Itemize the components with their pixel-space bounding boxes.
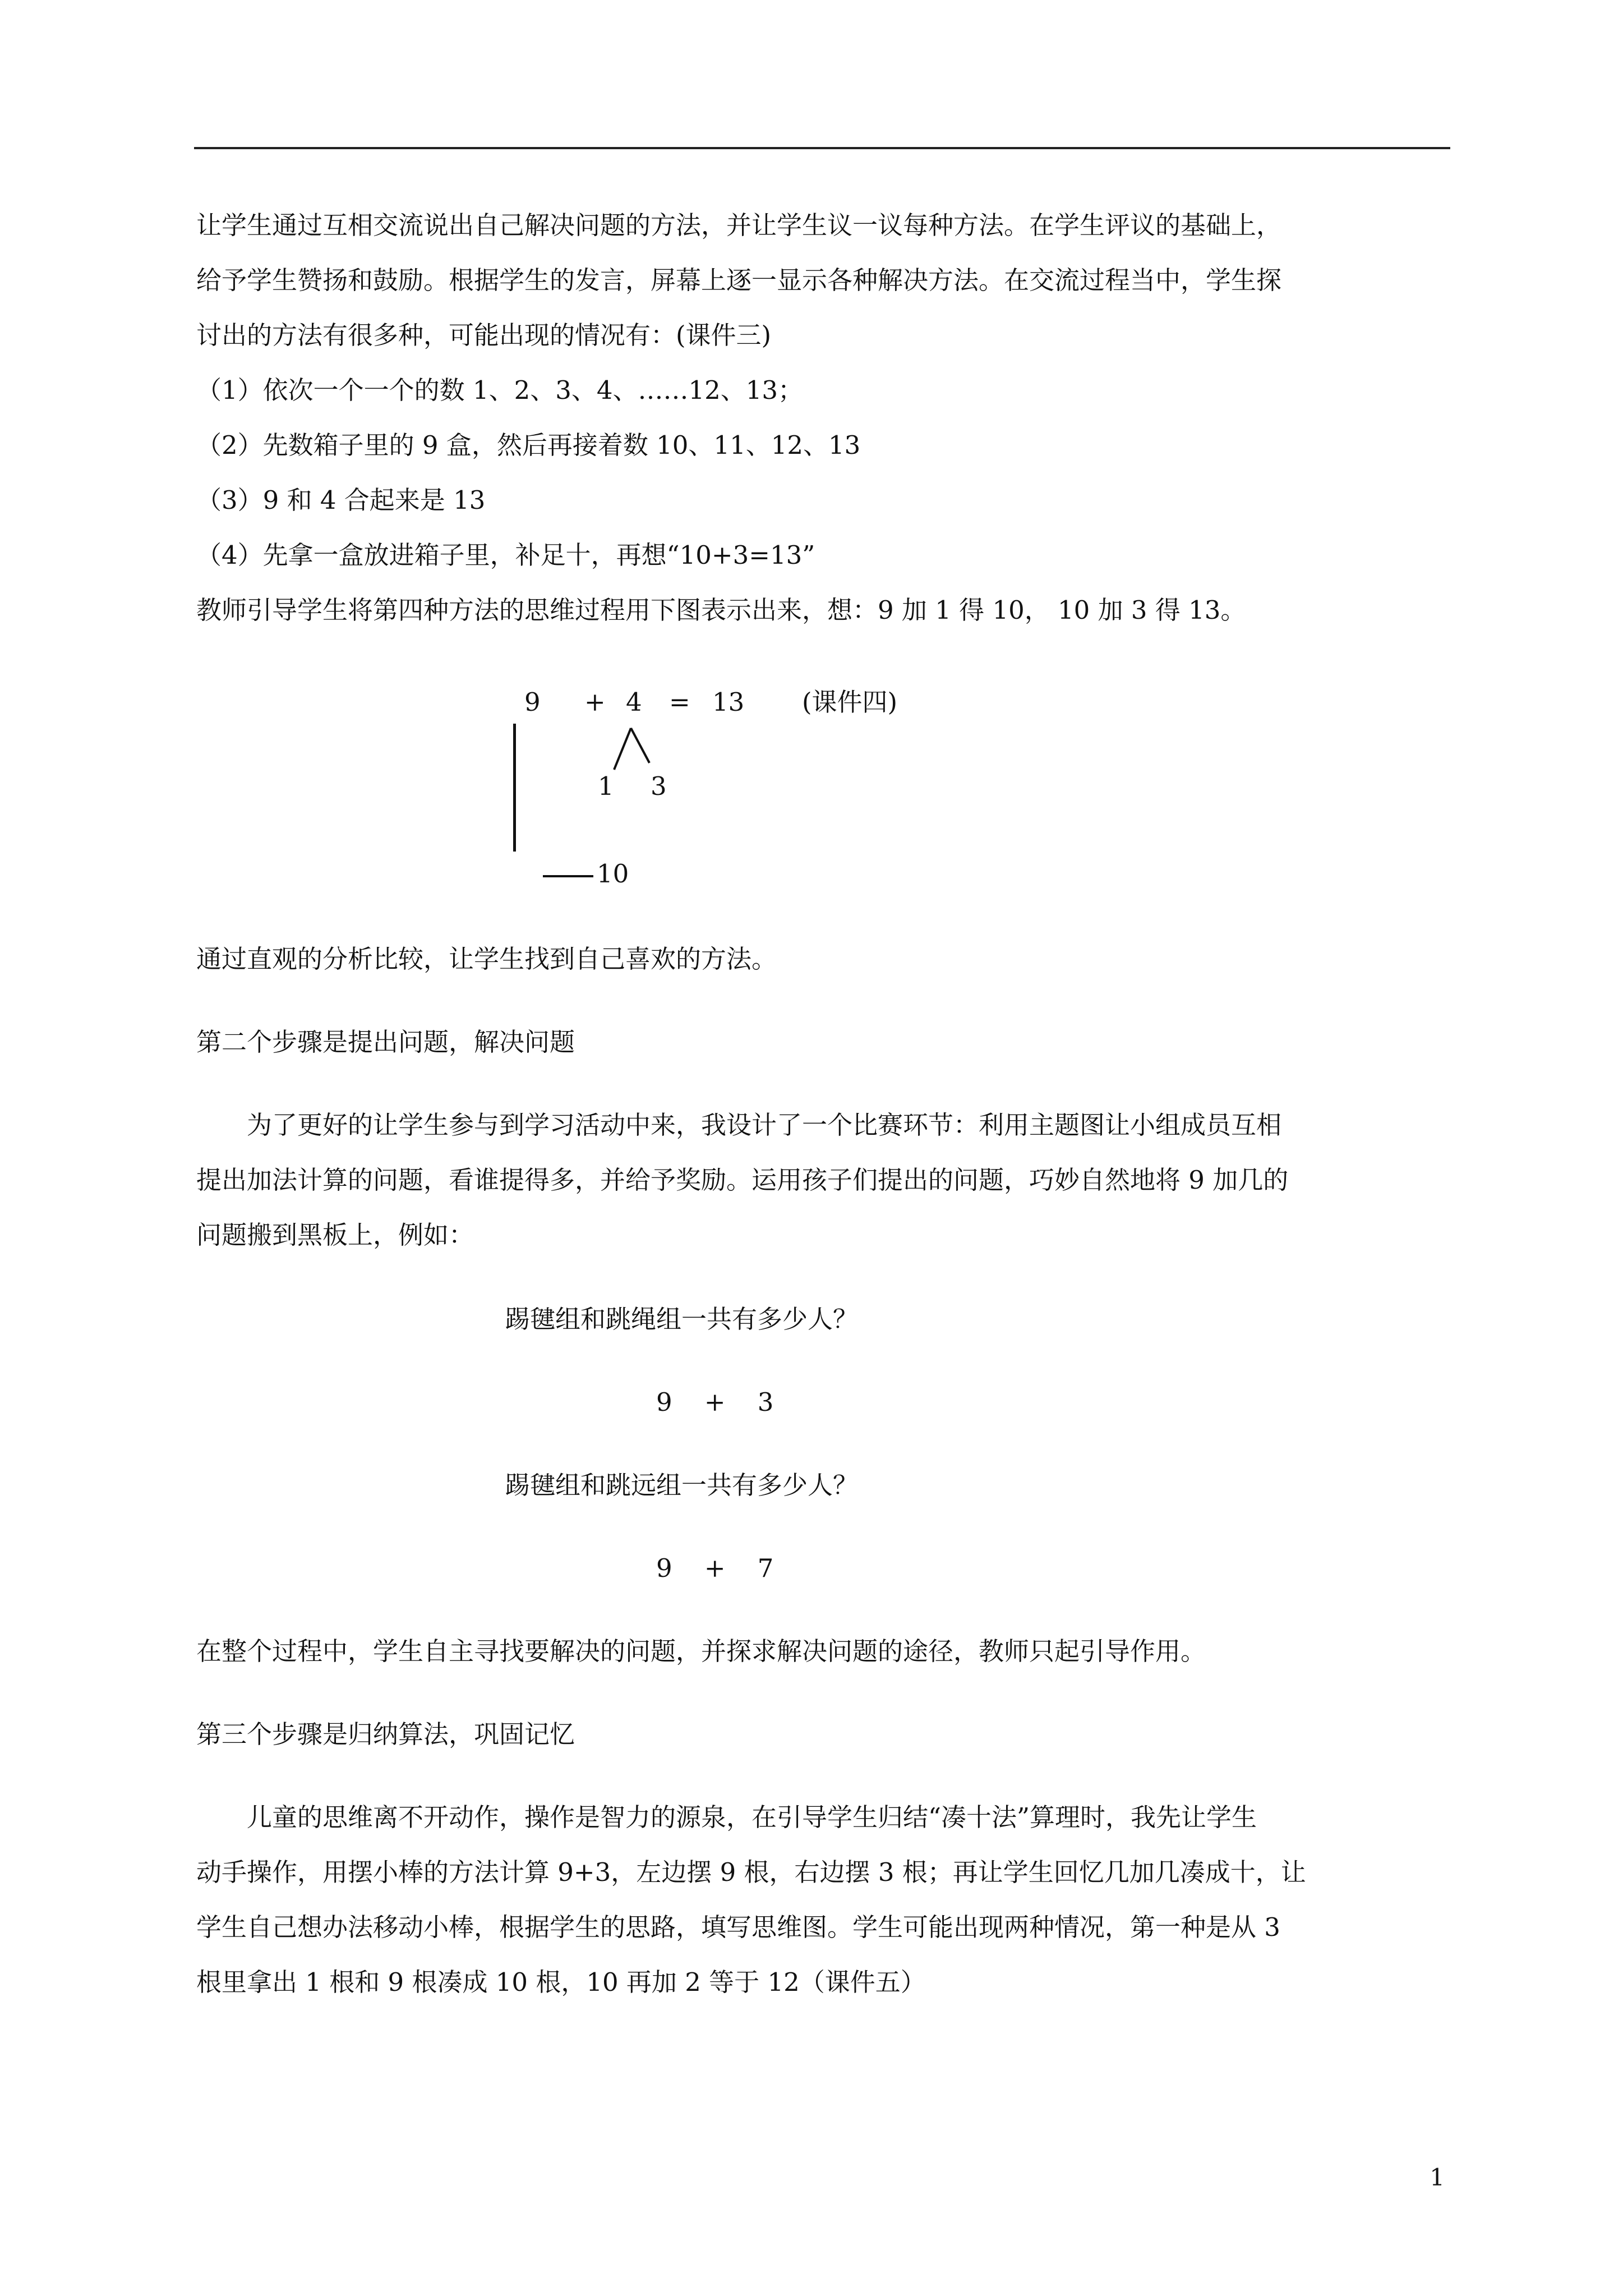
paragraph-3-line-2: 动手操作，用摆小棒的方法计算 9+3，左边摆 9 根，右边摆 3 根；再让学生回忆几加几凑成十，让 <box>196 1857 1306 1887</box>
method-3: （3）9 和 4 合起来是 13 <box>196 485 486 515</box>
diagram-horizontal-bar <box>543 875 593 877</box>
diagram-1: 1 <box>598 771 614 801</box>
step-3-heading: 第三个步骤是归纳算法，巩固记忆 <box>196 1719 575 1749</box>
paragraph-1-line-1: 让学生通过互相交流说出自己解决问题的方法，并让学生议一议每种方法。在学生评议的基础上， <box>196 210 1282 240</box>
expression-2: 9 + 7 <box>656 1553 774 1583</box>
diagram-plus: + <box>584 687 606 717</box>
header-rule <box>194 147 1450 149</box>
paragraph-2-line-1: 为了更好的让学生参与到学习活动中来，我设计了一个比赛环节：利用主题图让小组成员互相 <box>247 1110 1282 1140</box>
diagram-13: 13 <box>712 687 745 717</box>
diagram-4: 4 <box>626 687 642 717</box>
method-2: （2）先数箱子里的 9 盒，然后再接着数 10、11、12、13 <box>196 430 861 460</box>
paragraph-3-line-1: 儿童的思维离不开动作，操作是智力的源泉，在引导学生归结“凑十法”算理时，我先让学生 <box>247 1802 1257 1832</box>
diagram-10: 10 <box>597 859 629 889</box>
diagram-vertical-bar <box>513 724 516 852</box>
method-1: （1）依次一个一个的数 1、2、3、4、……12、13； <box>196 375 803 405</box>
question-1: 踢毽组和跳绳组一共有多少人？ <box>505 1304 859 1334</box>
step-2-heading: 第二个步骤是提出问题，解决问题 <box>196 1027 575 1057</box>
paragraph-1-line-2: 给予学生赞扬和鼓励。根据学生的发言，屏幕上逐一显示各种解决方法。在交流过程当中，学生探 <box>196 265 1282 295</box>
expression-1: 9 + 3 <box>656 1387 774 1417</box>
diagram-3: 3 <box>651 771 667 801</box>
method-4: （4）先拿一盒放进箱子里，补足十，再想“10+3=13” <box>196 540 815 570</box>
process-text: 在整个过程中，学生自主寻找要解决的问题，并探求解决问题的途径，教师只起引导作用。 <box>196 1636 1206 1666</box>
diagram-9: 9 <box>524 687 541 717</box>
paragraph-1-line-3: 讨出的方法有很多种，可能出现的情况有：(课件三) <box>196 320 772 350</box>
paragraph-2-line-3: 问题搬到黑板上，例如： <box>196 1220 474 1250</box>
comparison-text: 通过直观的分析比较，让学生找到自己喜欢的方法。 <box>196 944 777 974</box>
diagram-equals: = <box>669 687 690 717</box>
question-2: 踢毽组和跳远组一共有多少人？ <box>505 1470 859 1500</box>
paragraph-3-line-4: 根里拿出 1 根和 9 根凑成 10 根，10 再加 2 等于 12（课件五） <box>196 1967 926 1997</box>
page-number: 1 <box>1430 2164 1445 2191</box>
paragraph-3-line-3: 学生自己想办法移动小棒，根据学生的思路，填写思维图。学生可能出现两种情况，第一种是从 3 <box>196 1912 1280 1942</box>
paragraph-2-line-2: 提出加法计算的问题，看谁提得多，并给予奖励。运用孩子们提出的问题，巧妙自然地将 9 加几的 <box>196 1165 1289 1195</box>
guide-text: 教师引导学生将第四种方法的思维过程用下图表示出来，想：9 加 1 得 10， 10 加 3 得 13。 <box>196 595 1246 625</box>
diagram-courseware-label: (课件四) <box>802 687 898 717</box>
